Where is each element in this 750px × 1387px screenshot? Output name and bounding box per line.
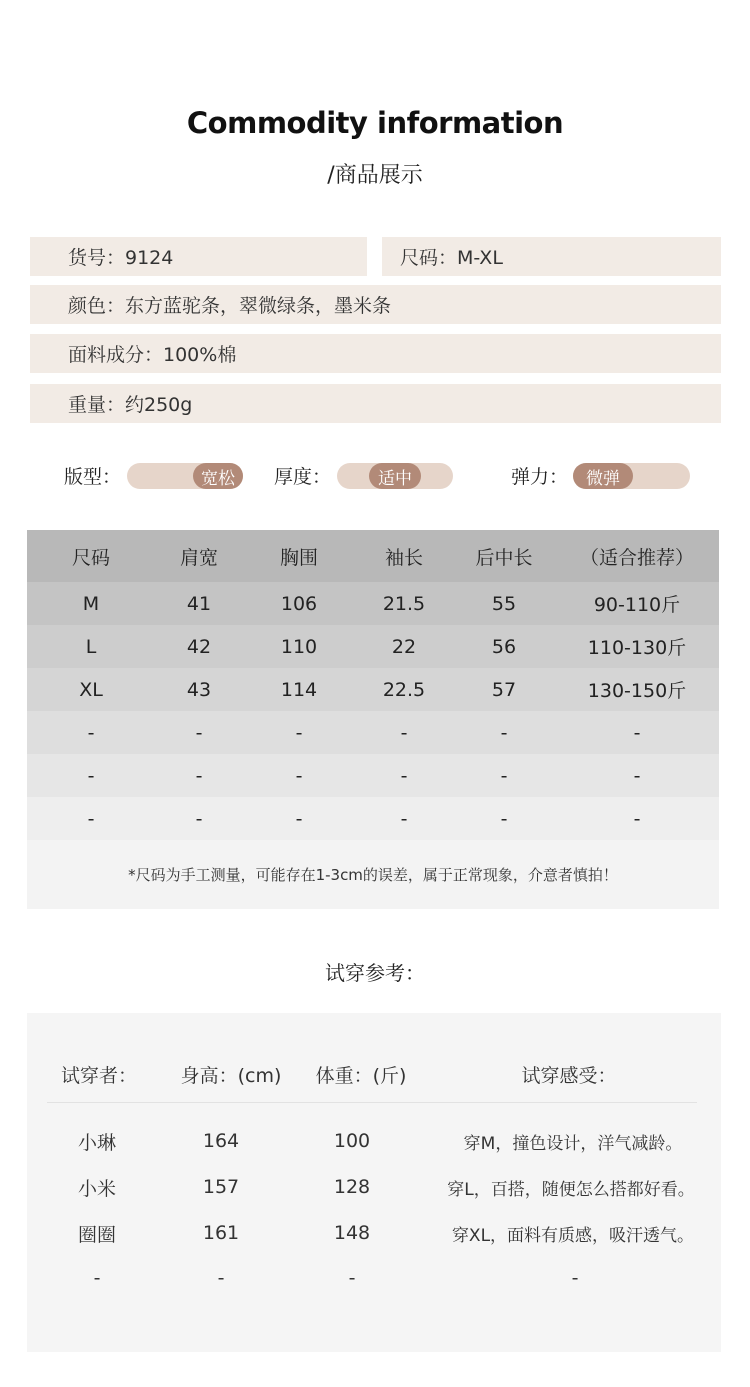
size-cell: - [500, 764, 508, 787]
size-cell: - [87, 764, 95, 787]
size-table-header [27, 530, 719, 582]
feature-elasticity-pill: 微弹 [573, 463, 633, 489]
try-header-cell: 体重：(斤) [315, 1065, 407, 1087]
try-cell: 148 [333, 1222, 371, 1244]
try-on-panel [27, 1013, 721, 1352]
size-cell: 21.5 [382, 592, 426, 615]
info-weight [30, 384, 721, 423]
size-cell: L [85, 635, 97, 658]
try-header-cell: 试穿感受： [521, 1065, 617, 1087]
size-cell: 130-150斤 [587, 680, 687, 702]
size-table-row [27, 711, 719, 754]
size-cell: - [87, 721, 95, 744]
size-cell: 110 [280, 635, 318, 658]
size-cell: 106 [280, 592, 318, 615]
size-cell: - [295, 721, 303, 744]
try-cell: - [571, 1267, 579, 1289]
size-cell: - [195, 807, 203, 830]
feature-thickness-pill: 适中 [369, 463, 421, 489]
size-table-row [27, 668, 719, 711]
size-cell: XL [79, 678, 103, 701]
size-header-cell: 后中长 [475, 546, 533, 569]
size-cell: 56 [491, 635, 517, 658]
size-cell: 114 [280, 678, 318, 701]
info-fabric-text: 面料成分：100%棉 [68, 344, 237, 366]
info-item-no [30, 237, 367, 276]
feature-fit-pill: 宽松 [193, 463, 243, 489]
size-cell: - [500, 807, 508, 830]
try-cell: 圈圈 [77, 1224, 117, 1246]
size-cell: 55 [491, 592, 517, 615]
size-cell: - [195, 764, 203, 787]
size-cell: 110-130斤 [587, 637, 687, 659]
try-cell: 穿XL，面料有质感，吸汗透气。 [451, 1226, 695, 1246]
size-cell: 22 [391, 635, 417, 658]
size-table-row [27, 754, 719, 797]
size-table-row [27, 797, 719, 840]
title-en: Commodity information [186, 106, 564, 140]
info-color-text: 颜色：东方蓝驼条，翠微绿条，墨米条 [68, 295, 392, 317]
size-cell: 43 [186, 678, 212, 701]
try-cell: - [217, 1267, 225, 1289]
size-cell: 41 [186, 592, 212, 615]
size-cell: - [633, 721, 641, 744]
try-cell: 穿L，百搭，随便怎么搭都好看。 [447, 1180, 695, 1200]
size-cell: M [82, 592, 100, 615]
info-weight-text: 重量：约250g [68, 394, 193, 416]
size-cell: - [195, 721, 203, 744]
size-cell: - [400, 807, 408, 830]
title-cn: /商品展示 [327, 163, 423, 188]
info-color [30, 285, 721, 324]
info-fabric [30, 334, 721, 373]
try-cell: 小琳 [77, 1132, 117, 1154]
feature-fit-label: 版型： [64, 466, 122, 488]
feature-thickness-label: 厚度： [274, 466, 332, 488]
size-cell: 22.5 [382, 678, 426, 701]
try-cell: - [93, 1267, 101, 1289]
size-cell: 90-110斤 [593, 594, 681, 616]
try-cell: 128 [333, 1176, 371, 1198]
size-header-cell: （适合推荐） [579, 546, 694, 569]
try-cell: 164 [202, 1130, 240, 1152]
try-cell: 161 [202, 1222, 240, 1244]
try-cell: 穿M，撞色设计，洋气减龄。 [463, 1134, 683, 1154]
size-table-row [27, 582, 719, 625]
size-cell: 42 [186, 635, 212, 658]
try-on-title: 试穿参考： [325, 961, 425, 985]
size-table [27, 530, 719, 909]
size-table-row [27, 625, 719, 668]
size-header-cell: 胸围 [279, 546, 318, 569]
size-cell: - [633, 807, 641, 830]
size-cell: - [400, 721, 408, 744]
try-header-cell: 试穿者： [60, 1065, 138, 1087]
try-cell: - [348, 1267, 356, 1289]
size-header-cell: 肩宽 [179, 546, 218, 569]
size-cell: - [633, 764, 641, 787]
try-cell: 157 [202, 1176, 240, 1198]
try-header-cell: 身高：(cm) [180, 1065, 282, 1087]
info-item-no-text: 货号：9124 [68, 247, 174, 269]
size-header-cell: 袖长 [384, 546, 423, 569]
size-cell: 57 [491, 678, 517, 701]
size-cell: - [295, 807, 303, 830]
try-cell: 100 [333, 1130, 371, 1152]
size-header-cell: 尺码 [71, 546, 110, 569]
feature-elasticity-label: 弹力： [511, 466, 569, 488]
try-divider [47, 1102, 697, 1103]
size-cell: - [400, 764, 408, 787]
size-cell: - [500, 721, 508, 744]
info-size-range [382, 237, 721, 276]
size-cell: - [295, 764, 303, 787]
size-cell: - [87, 807, 95, 830]
try-cell: 小米 [77, 1178, 117, 1200]
info-size-range-text: 尺码：M-XL [400, 247, 503, 269]
size-note: *尺码为手工测量，可能存在1-3cm的误差，属于正常现象，介意者慎拍！ [27, 840, 719, 909]
